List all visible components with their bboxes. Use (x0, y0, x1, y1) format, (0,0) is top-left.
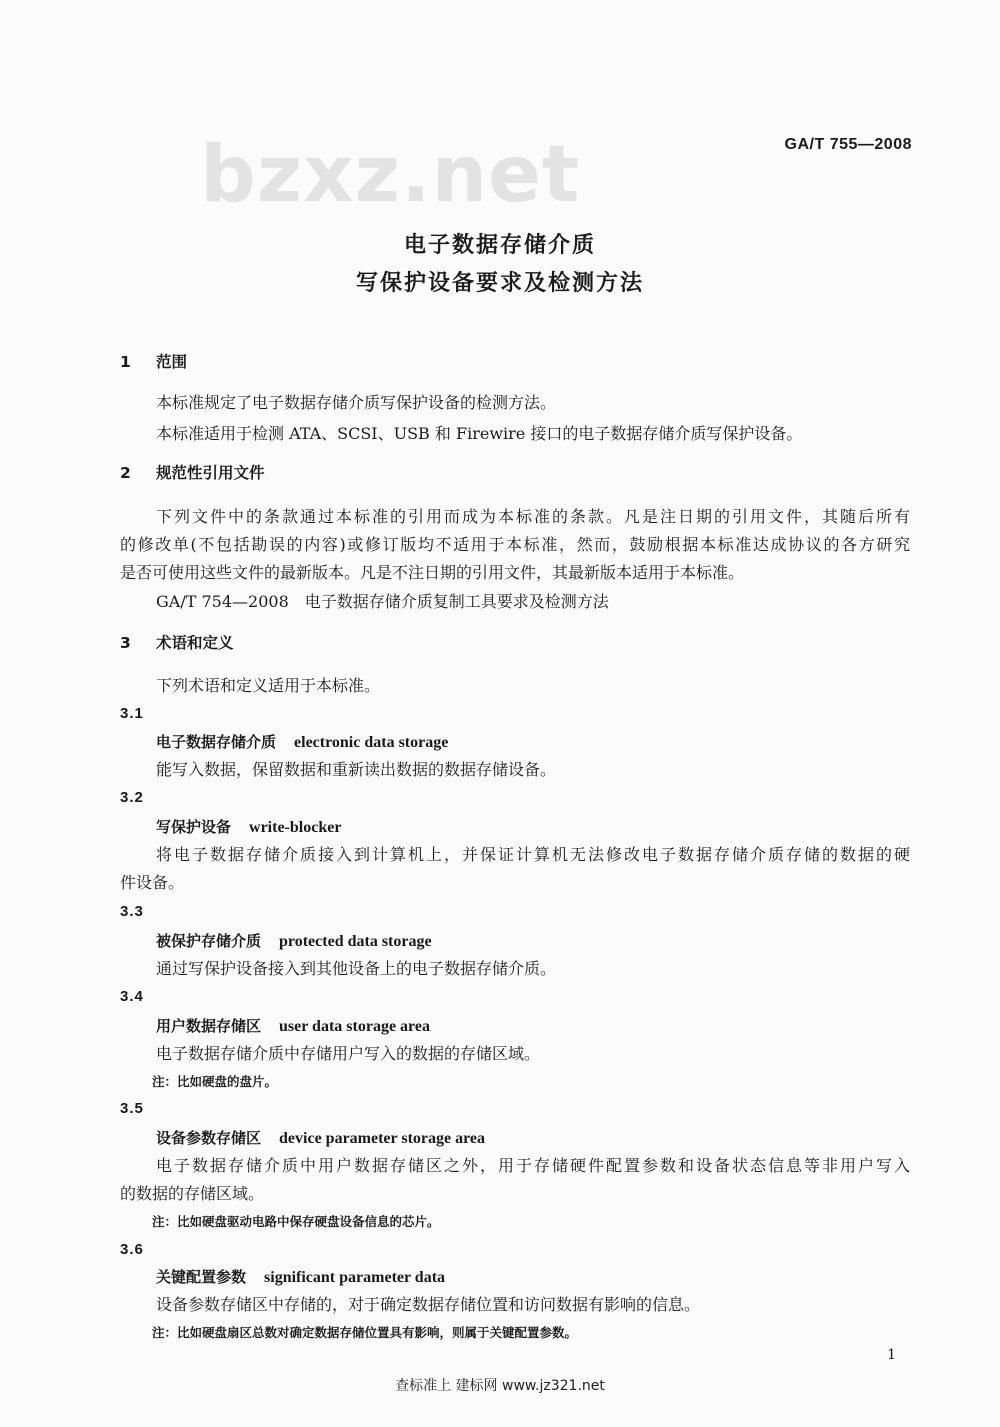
term-chinese: 写保护设备 (156, 818, 232, 836)
term-definition: 电子数据存储介质中存储用户写入的数据的存储区域。 (156, 1044, 541, 1063)
section-title: 规范性引用文件 (156, 464, 265, 482)
term-english: device parameter storage area (279, 1130, 486, 1147)
term-definition: 能写入数据，保留数据和重新读出数据的数据存储设备。 (156, 760, 557, 779)
term-chinese: 关键配置参数 (156, 1268, 247, 1286)
section-2-paragraph-line-2: 的修改单(不包括勘误的内容)或修订版均不适用于本标准，然而，鼓励根据本标准达成协议的各方研究 (120, 535, 910, 554)
document-title-line1: 电子数据存储介质 (403, 233, 596, 258)
watermark: bzxz.net (200, 130, 581, 220)
section-2-paragraph-line-1: 下列文件中的条款通过本标准的引用而成为本标准的条款。凡是注日期的引用文件，其随后所有 (156, 507, 910, 526)
standard-number: GA/T 755—2008 (784, 136, 912, 153)
term-chinese: 设备参数存储区 (156, 1129, 262, 1147)
term-number: 3.1 (120, 705, 144, 722)
term-heading (156, 1267, 445, 1288)
term-chinese: 电子数据存储介质 (156, 733, 277, 751)
term-chinese: 被保护存储介质 (156, 932, 262, 950)
section-title: 范围 (156, 353, 188, 371)
term-number: 3.3 (120, 903, 144, 920)
term-number: 3.6 (120, 1241, 144, 1258)
section-1-paragraph-1: 本标准规定了电子数据存储介质写保护设备的检测方法。 (156, 393, 557, 412)
term-heading (156, 817, 341, 838)
term-number: 3.5 (120, 1100, 144, 1117)
section-3-heading (120, 633, 234, 653)
term-definition-line-2: 件设备。 (120, 873, 185, 892)
section-1-paragraph-2: 本标准适用于检测 ATA、SCSI、USB 和 Firewire 接口的电子数据存储介质写保护设备。 (156, 424, 803, 443)
section-3-intro: 下列术语和定义适用于本标准。 (156, 676, 381, 695)
term-note: 注：比如硬盘驱动电路中保存硬盘设备信息的芯片。 (152, 1214, 440, 1229)
term-definition-line-2: 的数据的存储区域。 (120, 1184, 265, 1203)
document-title-line2: 写保护设备要求及检测方法 (355, 271, 644, 296)
term-heading (156, 1016, 430, 1037)
term-note: 注：比如硬盘的盘片。 (152, 1074, 278, 1089)
page-number: 1 (887, 1347, 896, 1363)
term-definition: 通过写保护设备接入到其他设备上的电子数据存储介质。 (156, 959, 557, 978)
section-2-paragraph-line-3: 是否可使用这些文件的最新版本。凡是不注日期的引用文件，其最新版本适用于本标准。 (120, 563, 745, 582)
normative-reference: GA/T 754—2008 电子数据存储介质复制工具要求及检测方法 (156, 592, 609, 611)
term-english: write-blocker (249, 819, 342, 836)
term-heading (156, 732, 448, 753)
term-number: 3.2 (120, 789, 144, 806)
term-english: significant parameter data (264, 1269, 446, 1286)
section-1-heading (120, 352, 187, 372)
term-heading (156, 931, 432, 952)
term-english: electronic data storage (294, 734, 449, 751)
term-english: user data storage area (279, 1018, 430, 1035)
term-chinese: 用户数据存储区 (156, 1017, 262, 1035)
term-number: 3.4 (120, 988, 144, 1005)
section-number: 1 (120, 353, 131, 371)
footer-source-text: 查标准上 建标网 www.jz321.net (395, 1378, 605, 1394)
section-number: 2 (120, 464, 131, 482)
section-2-heading (120, 463, 265, 483)
section-title: 术语和定义 (156, 634, 234, 652)
term-definition-line-1: 电子数据存储介质中用户数据存储区之外，用于存储硬件配置参数和设备状态信息等非用户写入 (156, 1156, 910, 1175)
term-definition: 设备参数存储区中存储的，对于确定数据存储位置和访问数据有影响的信息。 (156, 1295, 701, 1314)
term-heading (156, 1128, 485, 1149)
section-number: 3 (120, 634, 131, 652)
term-definition-line-1: 将电子数据存储介质接入到计算机上，并保证计算机无法修改电子数据存储介质存储的数据的硬 (156, 845, 910, 864)
term-english: protected data storage (279, 933, 432, 950)
term-note: 注：比如硬盘扇区总数对确定数据存储位置具有影响，则属于关键配置参数。 (152, 1325, 578, 1340)
